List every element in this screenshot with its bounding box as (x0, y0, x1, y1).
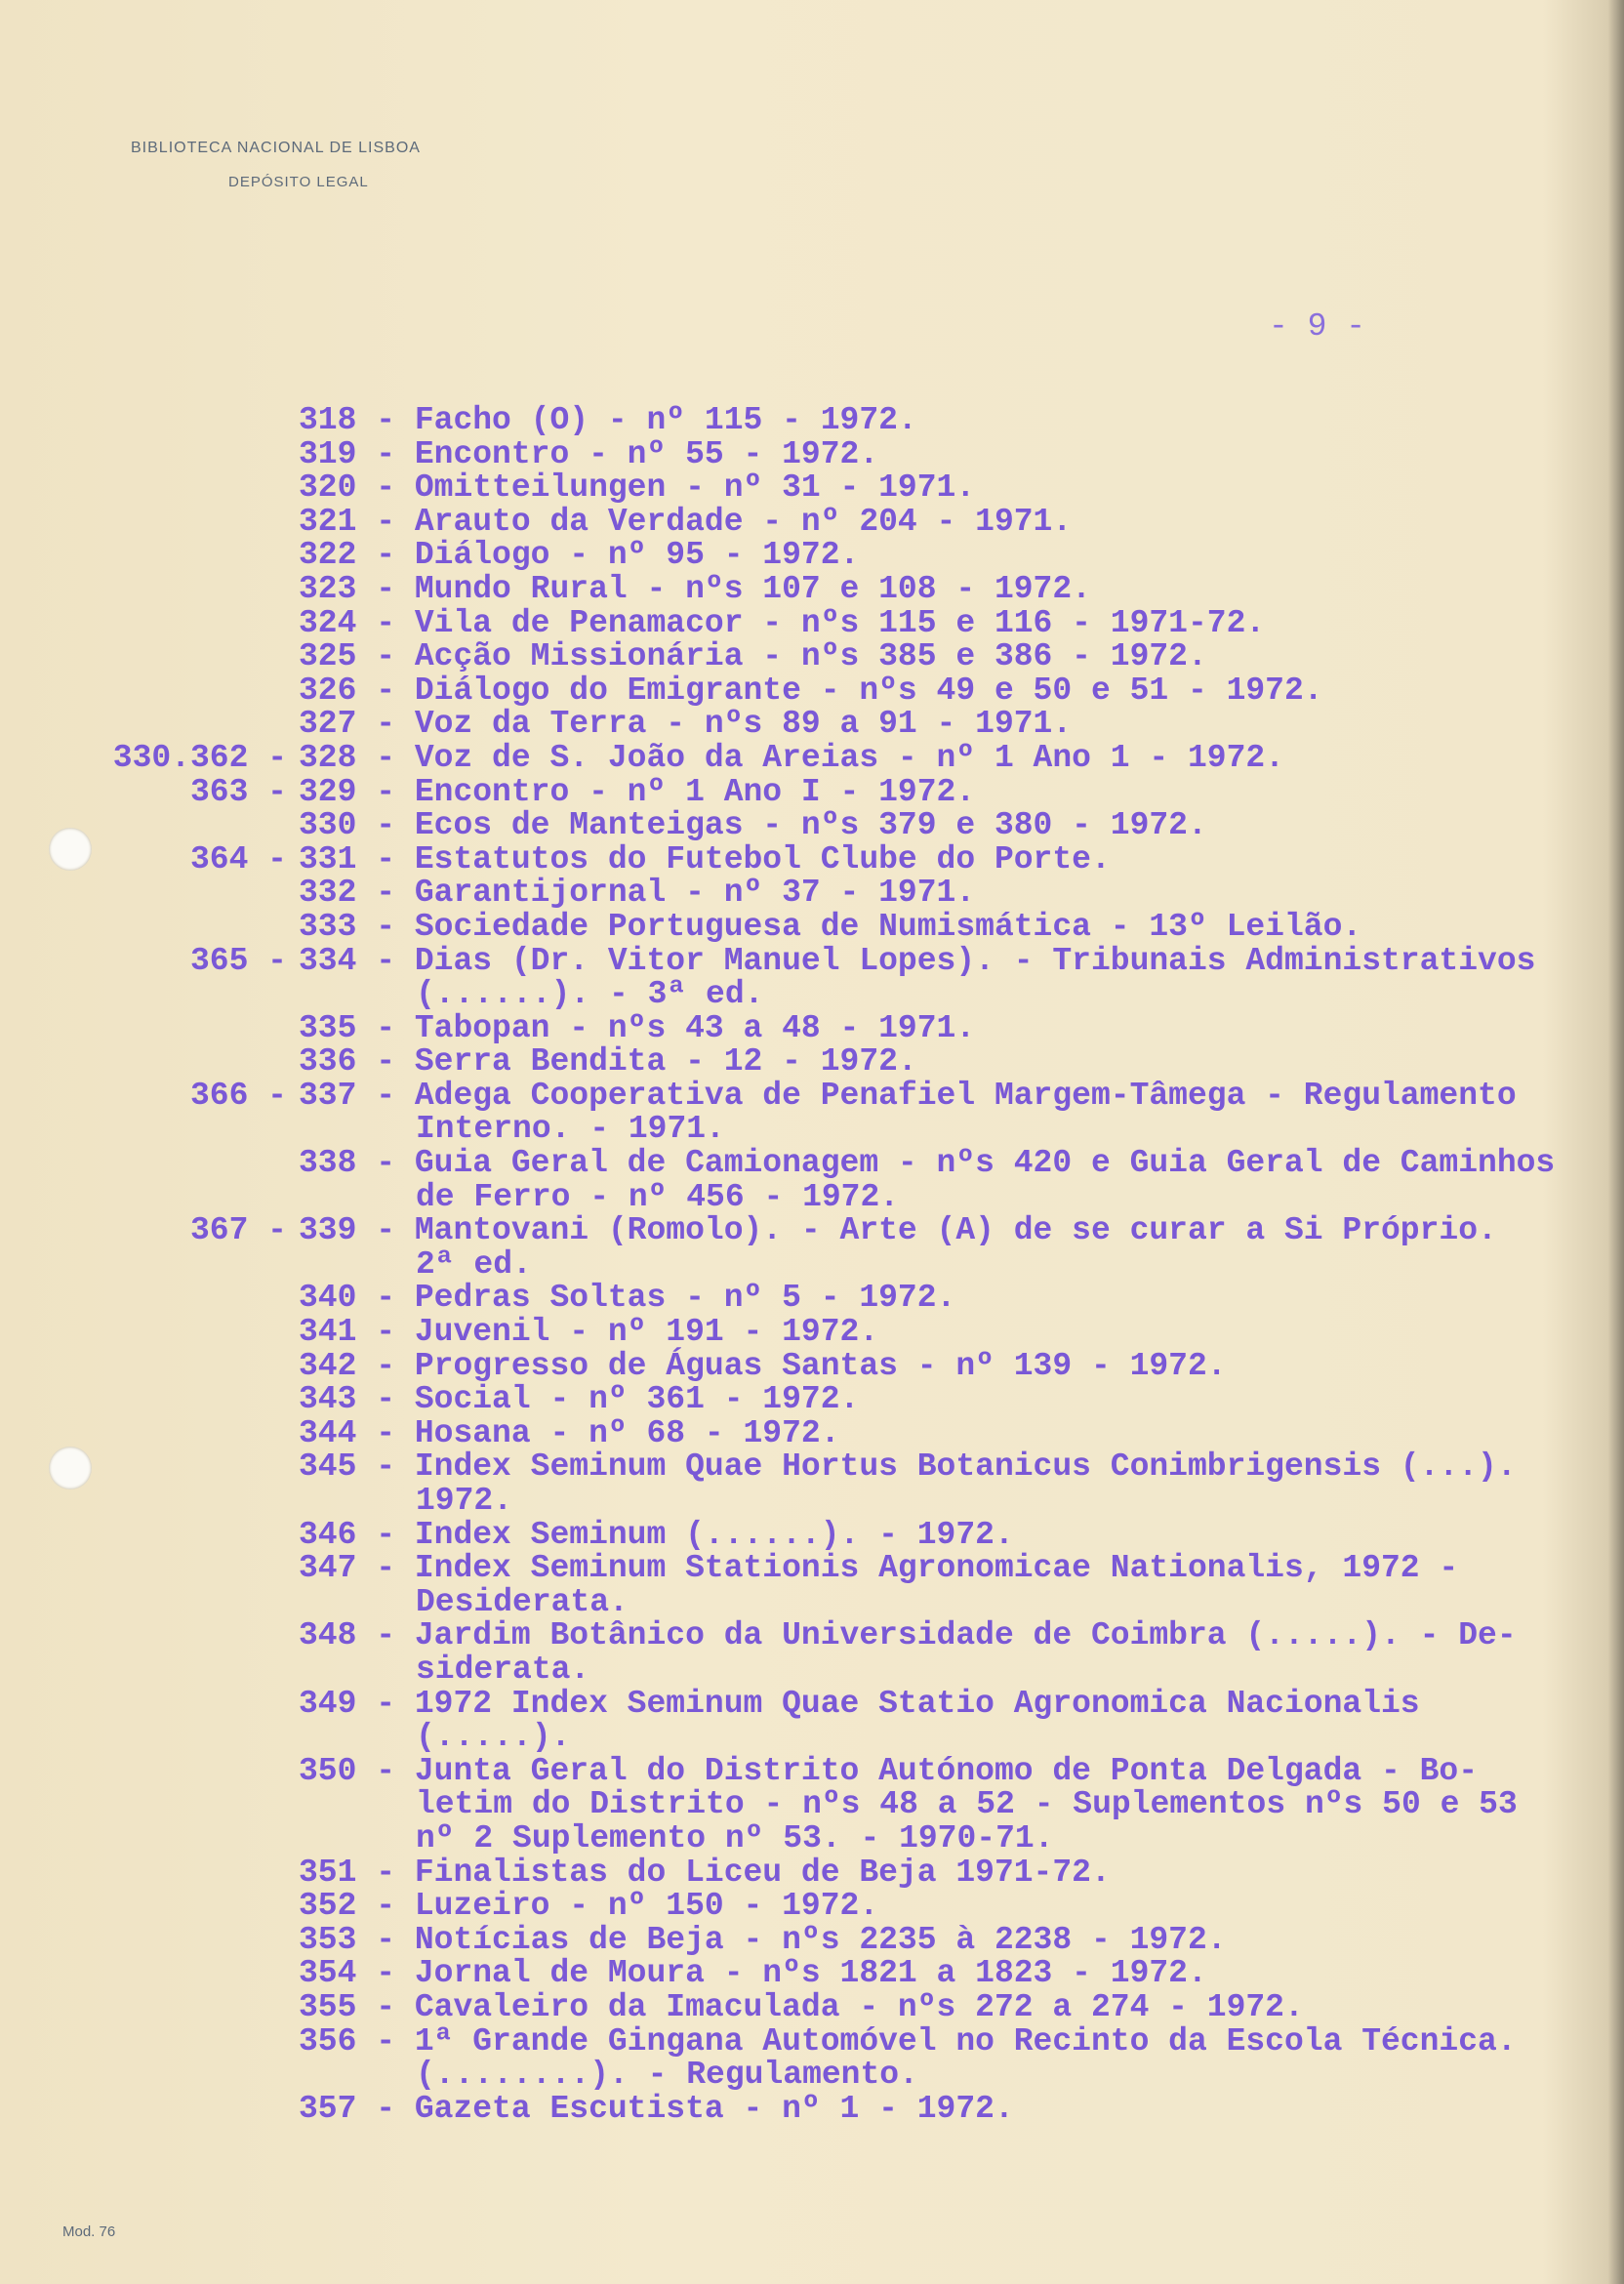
list-item: 338 - Guia Geral de Camionagem - nºs 420 e Guia Geral de Caminhos de Ferro - nº 456 - 1972. (299, 1145, 1556, 1215)
list-item: 319 - Encontro - nº 55 - 1972. (299, 435, 879, 472)
list-item: 327 - Voz da Terra - nºs 89 a 91 - 1971. (299, 706, 1073, 743)
punch-hole (49, 1447, 92, 1489)
list-item: 357 - Gazeta Escutista - nº 1 - 1972. (299, 2090, 1014, 2127)
entry-text: Jardim Botânico da Universidade de Coimbra (.....). - De- (414, 1617, 1517, 1654)
entry-number: 339 (299, 1212, 357, 1249)
entry-number: 344 (299, 1414, 357, 1451)
list-item: 351 - Finalistas do Liceu de Beja 1971-72. (299, 1854, 1111, 1891)
entry-number: 345 (299, 1448, 357, 1486)
entry-number: 318 (299, 402, 357, 438)
entry-number: 335 (299, 1009, 357, 1046)
entry-number: 356 (299, 2022, 357, 2060)
list-item: 323 - Mundo Rural - nºs 107 e 108 - 1972. (299, 570, 1091, 607)
list-item: 336 - Serra Bendita - 12 - 1972. (299, 1043, 917, 1081)
entry-text: Acção Missionária - nºs 385 e 386 - 1972. (414, 638, 1207, 675)
entry-text: Progresso de Águas Santas - nº 139 - 1972. (414, 1347, 1227, 1384)
list-item: 320 - Omitteilungen - nº 31 - 1971. (299, 469, 976, 507)
entry-number: 323 (299, 570, 357, 607)
entry-text: Diálogo - nº 95 - 1972. (414, 537, 860, 574)
list-item: 322 - Diálogo - nº 95 - 1972. (299, 537, 860, 574)
entry-text: Interno. - 1971. (416, 1111, 725, 1148)
entry-text: Luzeiro - nº 150 - 1972. (414, 1888, 879, 1925)
list-item: 344 - Hosana - nº 68 - 1972. (299, 1414, 840, 1451)
list-item: 345 - Index Seminum Quae Hortus Botanicus Conimbrigensis (...). 1972. (299, 1448, 1517, 1519)
list-item: 341 - Juvenil - nº 191 - 1972. (299, 1314, 879, 1351)
entry-text: Jornal de Moura - nºs 1821 a 1823 - 1972. (414, 1955, 1207, 1992)
list-item: 349 - 1972 Index Seminum Quae Statio Agronomica Nacionalis (.....). (299, 1685, 1420, 1756)
entry-number: 320 (299, 469, 357, 507)
entry-number: 351 (299, 1854, 357, 1891)
entry-text: Mundo Rural - nºs 107 e 108 - 1972. (414, 570, 1091, 607)
list-item: 333 - Sociedade Portuguesa de Numismática - 13º Leilão. (299, 908, 1362, 945)
list-item: 335 - Tabopan - nºs 43 a 48 - 1971. (299, 1009, 976, 1046)
list-item: 321 - Arauto da Verdade - nº 204 - 1971. (299, 503, 1073, 540)
entry-text: Guia Geral de Camionagem - nºs 420 e Guia Geral de Caminhos (414, 1145, 1556, 1182)
list-item: 348 - Jardim Botânico da Universidade de Coimbra (.....). - De- siderata. (299, 1617, 1517, 1688)
list-item: 354 - Jornal de Moura - nºs 1821 a 1823 - 1972. (299, 1955, 1207, 1992)
list-item: 365 - 334 - Dias (Dr. Vitor Manuel Lopes). - Tribunais Administrativos (......). - 3ª ed. (299, 945, 1587, 1012)
deposit-entry-list (112, 402, 1587, 2127)
entry-text: Notícias de Beja - nºs 2235 à 2238 - 1972. (414, 1921, 1227, 1958)
entry-number: 336 (299, 1043, 357, 1081)
entry-text: Index Seminum Quae Hortus Botanicus Conimbrigensis (...). (414, 1448, 1517, 1486)
entry-number: 337 (299, 1077, 357, 1114)
entry-text: Cavaleiro da Imaculada - nºs 272 a 274 - 1972. (414, 1988, 1304, 2025)
list-item: 366 - 337 - Adega Cooperativa de Penafiel Margem-Tâmega - Regulamento Interno. - 1971. (299, 1080, 1587, 1147)
list-item: 330 - Ecos de Manteigas - nºs 379 e 380 - 1972. (299, 807, 1207, 844)
entry-number: 327 (299, 706, 357, 743)
entry-number: 348 (299, 1617, 357, 1654)
entry-number: 338 (299, 1145, 357, 1182)
entry-text: (........). - Regulamento. (416, 2057, 918, 2094)
entry-text: Omitteilungen - nº 31 - 1971. (414, 469, 976, 507)
list-item: 356 - 1ª Grande Gingana Automóvel no Recinto da Escola Técnica. (........). - Regulamento. (299, 2022, 1517, 2094)
entry-text: Ecos de Manteigas - nºs 379 e 380 - 1972. (414, 807, 1207, 844)
entry-number: 319 (299, 435, 357, 472)
entry-text: Facho (O) - nº 115 - 1972. (414, 402, 917, 438)
entry-text: Index Seminum (......). - 1972. (414, 1516, 1014, 1553)
entry-text: Hosana - nº 68 - 1972. (414, 1414, 840, 1451)
entry-number: 347 (299, 1550, 357, 1587)
entry-number: 324 (299, 604, 357, 641)
list-item: 332 - Garantijornal - nº 37 - 1971. (299, 875, 976, 912)
entry-text: nº 2 Suplemento nº 53. - 1970-71. (416, 1819, 1054, 1856)
department-header: DEPÓSITO LEGAL (228, 174, 369, 190)
list-item: 340 - Pedras Soltas - nº 5 - 1972. (299, 1280, 956, 1317)
margin-annotation: 364 - (189, 840, 287, 877)
entry-number: 353 (299, 1921, 357, 1958)
entry-number: 326 (299, 672, 357, 709)
entry-text: Index Seminum Stationis Agronomicae Nationalis, 1972 - (414, 1550, 1459, 1587)
entry-text: Gazeta Escutista - nº 1 - 1972. (414, 2090, 1014, 2127)
entry-text: Dias (Dr. Vitor Manuel Lopes). - Tribunais Administrativos (414, 942, 1536, 979)
entry-text: Garantijornal - nº 37 - 1971. (414, 875, 976, 912)
entry-number: 350 (299, 1752, 357, 1789)
entry-text: Adega Cooperativa de Penafiel Margem-Tâmega - Regulamento (414, 1077, 1517, 1114)
list-item: 347 - Index Seminum Stationis Agronomicae Nationalis, 1972 - Desiderata. (299, 1550, 1459, 1620)
entry-number: 354 (299, 1955, 357, 1992)
entry-text: (......). - 3ª ed. (416, 976, 764, 1013)
margin-annotation: 366 - (189, 1077, 287, 1114)
margin-annotation: 365 - (189, 942, 287, 979)
list-item: 355 - Cavaleiro da Imaculada - nºs 272 a 274 - 1972. (299, 1988, 1304, 2025)
entry-number: 321 (299, 503, 357, 540)
entry-number: 334 (299, 942, 357, 979)
entry-number: 341 (299, 1314, 357, 1351)
entry-text: 1ª Grande Gingana Automóvel no Recinto da Escola Técnica. (414, 2022, 1517, 2060)
entry-number: 330 (299, 807, 357, 844)
entry-text: Desiderata. (416, 1583, 629, 1620)
entry-text: de Ferro - nº 456 - 1972. (416, 1178, 900, 1215)
entry-number: 325 (299, 638, 357, 675)
entry-text: (.....). (416, 1719, 571, 1756)
list-item: 346 - Index Seminum (......). - 1972. (299, 1516, 1014, 1553)
margin-annotation: 363 - (189, 773, 287, 810)
entry-number: 349 (299, 1685, 357, 1722)
entry-text: Encontro - nº 55 - 1972. (414, 435, 879, 472)
entry-number: 343 (299, 1381, 357, 1418)
list-item: 343 - Social - nº 361 - 1972. (299, 1381, 860, 1418)
entry-number: 332 (299, 875, 357, 912)
entry-number: 333 (299, 908, 357, 945)
list-item: 364 - 331 - Estatutos do Futebol Clube do Porte. (299, 843, 1587, 877)
entry-text: Mantovani (Romolo). - Arte (A) de se curar a Si Próprio. (414, 1212, 1497, 1249)
institution-header: BIBLIOTECA NACIONAL DE LISBOA (131, 140, 421, 156)
entry-number: 331 (299, 840, 357, 877)
entry-text: Social - nº 361 - 1972. (414, 1381, 860, 1418)
entry-number: 346 (299, 1516, 357, 1553)
entry-number: 352 (299, 1888, 357, 1925)
entry-text: Juvenil - nº 191 - 1972. (414, 1314, 879, 1351)
entry-text: Estatutos do Futebol Clube do Porte. (414, 840, 1111, 877)
entry-text: Encontro - nº 1 Ano I - 1972. (414, 773, 976, 810)
entry-text: Serra Bendita - 12 - 1972. (414, 1043, 917, 1081)
list-item: 342 - Progresso de Águas Santas - nº 139 - 1972. (299, 1347, 1227, 1384)
list-item: 363 - 329 - Encontro - nº 1 Ano I - 1972. (299, 776, 1587, 810)
list-item: 367 - 339 - Mantovani (Romolo). - Arte (A) de se curar a Si Próprio. 2ª ed. (299, 1214, 1587, 1282)
margin-annotation: 330.362 - (112, 739, 287, 776)
entry-number: 329 (299, 773, 357, 810)
entry-text: Pedras Soltas - nº 5 - 1972. (414, 1280, 956, 1317)
entry-text: Arauto da Verdade - nº 204 - 1971. (414, 503, 1073, 540)
entry-number: 357 (299, 2090, 357, 2127)
entry-text: letim do Distrito - nºs 48 a 52 - Suplementos nºs 50 e 53 (416, 1786, 1518, 1823)
entry-number: 355 (299, 1988, 357, 2025)
entry-text: Diálogo do Emigrante - nºs 49 e 50 e 51 - 1972. (414, 672, 1323, 709)
entry-text: Junta Geral do Distrito Autónomo de Ponta Delgada - Bo- (414, 1752, 1479, 1789)
entry-number: 340 (299, 1280, 357, 1317)
list-item: 352 - Luzeiro - nº 150 - 1972. (299, 1888, 879, 1925)
entry-text: Voz da Terra - nºs 89 a 91 - 1971. (414, 706, 1073, 743)
form-number: Mod. 76 (62, 2223, 116, 2240)
entry-text: 2ª ed. (416, 1245, 532, 1283)
entry-number: 328 (299, 739, 357, 776)
entry-number: 342 (299, 1347, 357, 1384)
entry-number: 322 (299, 537, 357, 574)
list-item: 326 - Diálogo do Emigrante - nºs 49 e 50 e 51 - 1972. (299, 672, 1323, 709)
margin-annotation: 367 - (189, 1212, 287, 1249)
page-number: - 9 - (1269, 308, 1366, 345)
list-item: 318 - Facho (O) - nº 115 - 1972. (299, 402, 917, 438)
entry-text: siderata. (416, 1651, 590, 1688)
list-item: 324 - Vila de Penamacor - nºs 115 e 116 - 1971-72. (299, 604, 1266, 641)
list-item: 330.362 - 328 - Voz de S. João da Areias - nº 1 Ano 1 - 1972. (299, 742, 1587, 776)
entry-text: 1972. (416, 1483, 513, 1519)
entry-text: Tabopan - nºs 43 a 48 - 1971. (414, 1009, 976, 1046)
list-item: 353 - Notícias de Beja - nºs 2235 à 2238 - 1972. (299, 1921, 1227, 1958)
entry-text: Vila de Penamacor - nºs 115 e 116 - 1971-72. (414, 604, 1266, 641)
entry-text: 1972 Index Seminum Quae Statio Agronomica Nacionalis (414, 1685, 1420, 1722)
entry-text: Finalistas do Liceu de Beja 1971-72. (414, 1854, 1111, 1891)
list-item: 325 - Acção Missionária - nºs 385 e 386 - 1972. (299, 638, 1207, 675)
entry-text: Voz de S. João da Areias - nº 1 Ano 1 - 1972. (414, 739, 1284, 776)
entry-text: Sociedade Portuguesa de Numismática - 13º Leilão. (414, 908, 1362, 945)
list-item: 350 - Junta Geral do Distrito Autónomo de Ponta Delgada - Bo- letim do Distrito - nºs 48 a 52 - Suplementos nºs 50 e 53 nº 2 Suplemento nº 53. - 1970-71. (299, 1752, 1518, 1856)
